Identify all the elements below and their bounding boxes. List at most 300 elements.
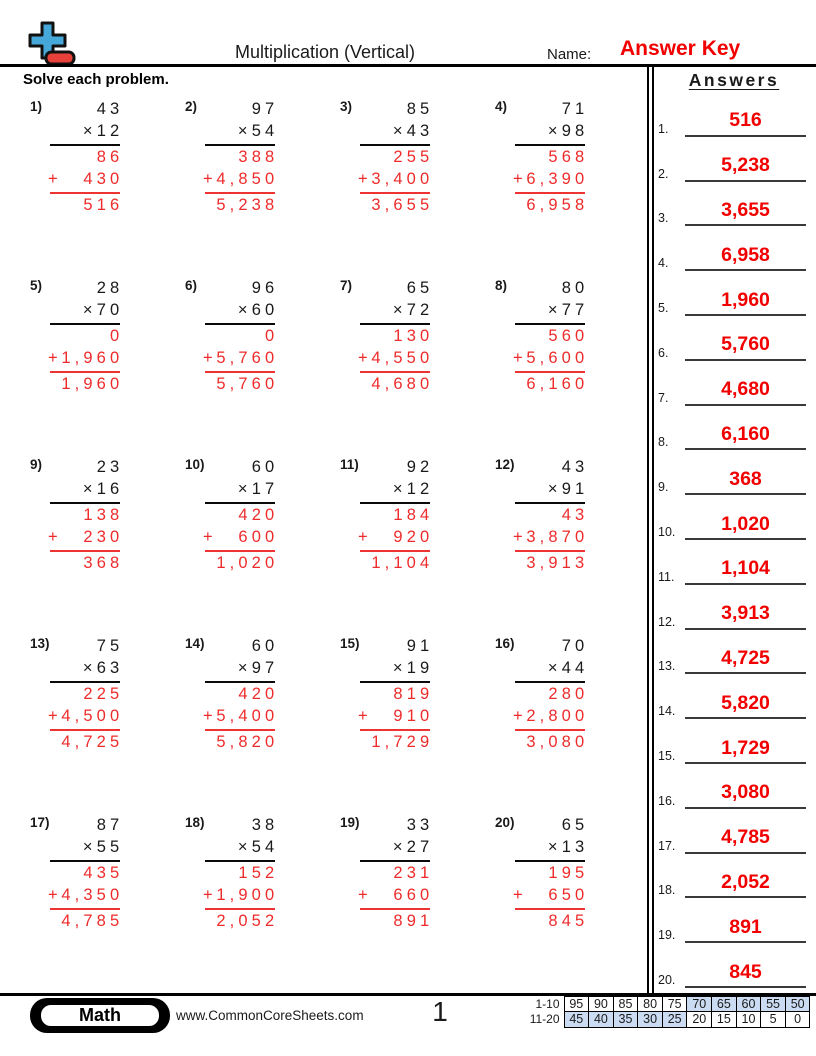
multiplicand-row	[205, 277, 279, 301]
header-rule	[0, 64, 816, 67]
answer-value: 1,729	[721, 736, 770, 759]
product-row	[205, 194, 279, 218]
score-cell: 55	[761, 997, 786, 1012]
multiplier-row	[50, 838, 124, 862]
problem-work-column	[203, 456, 279, 576]
answer-value: 4,785	[721, 826, 770, 849]
answer-blank-line	[685, 558, 806, 584]
multiplier: 12	[406, 480, 434, 498]
multiplier-row	[205, 480, 279, 504]
multiplier: 97	[251, 659, 279, 677]
times-icon: ×	[82, 659, 97, 677]
times-icon: ×	[547, 838, 562, 856]
partial-product-2-row	[513, 886, 589, 910]
product-value: 891	[393, 912, 434, 930]
answer-number: 15.	[658, 748, 676, 763]
multiplier-row	[515, 122, 589, 146]
problem-number: 6)	[185, 278, 198, 293]
product-value: 1,960	[61, 375, 124, 393]
partial-product-2: 1,900	[216, 886, 279, 904]
multiplicand-row	[50, 277, 124, 301]
multiplicand-row	[205, 456, 279, 480]
partial-product-2-row	[203, 707, 279, 731]
answers-list	[656, 92, 812, 988]
times-icon: ×	[82, 838, 97, 856]
multiplication-problem	[183, 454, 338, 633]
multiplicand: 43	[96, 100, 124, 118]
answer-blank-line	[685, 603, 806, 629]
plus-icon: +	[358, 170, 368, 188]
product-value: 5,820	[216, 733, 279, 751]
problem-work-column	[358, 814, 434, 934]
partial-product-2: 430	[83, 170, 124, 188]
multiplication-problem	[28, 275, 183, 454]
answer-blank-line	[685, 738, 806, 764]
multiplication-problem	[338, 275, 493, 454]
partial-product-2-row	[48, 886, 124, 910]
product-row	[205, 552, 279, 576]
multiplier: 43	[406, 122, 434, 140]
product-value: 6,958	[526, 196, 589, 214]
product-row	[515, 373, 589, 397]
website-url: www.CommonCoreSheets.com	[176, 1008, 364, 1023]
problem-number: 11)	[340, 457, 359, 472]
product-value: 516	[83, 196, 124, 214]
partial-product-2-row	[203, 170, 279, 194]
problem-work-column	[513, 98, 589, 218]
multiplicand-row	[360, 635, 434, 659]
multiplicand-row	[360, 277, 434, 301]
multiplicand: 96	[251, 279, 279, 297]
answer-number: 18.	[658, 883, 676, 898]
answer-blank-line	[685, 693, 806, 719]
multiplier-row	[515, 480, 589, 504]
score-cell: 60	[736, 997, 761, 1012]
problem-number: 19)	[340, 815, 360, 830]
product-row	[205, 910, 279, 934]
score-cell: 30	[638, 1012, 663, 1027]
partial-product-2-row	[48, 528, 124, 552]
answer-number: 20.	[658, 972, 676, 987]
plus-icon: +	[203, 528, 213, 546]
problem-work-column	[203, 635, 279, 755]
partial-product-2-row	[513, 170, 589, 194]
partial-product-1-row	[360, 325, 434, 349]
product-row	[515, 194, 589, 218]
problem-work-column	[358, 635, 434, 755]
answer-row	[656, 809, 812, 854]
multiplier: 60	[251, 301, 279, 319]
product-row	[50, 910, 124, 934]
multiplicand: 80	[561, 279, 589, 297]
times-icon: ×	[547, 301, 562, 319]
times-icon: ×	[82, 301, 97, 319]
answers-divider-rule	[647, 67, 654, 993]
answer-row	[656, 764, 812, 809]
partial-product-2-row	[358, 349, 434, 373]
partial-product-1: 560	[548, 327, 589, 345]
multiplier: 13	[561, 838, 589, 856]
partial-product-1: 255	[393, 148, 434, 166]
multiplier-row	[50, 480, 124, 504]
multiplier: 16	[96, 480, 124, 498]
partial-product-2: 650	[548, 886, 589, 904]
problem-work-column	[48, 277, 124, 397]
multiplicand-row	[515, 635, 589, 659]
times-icon: ×	[547, 659, 562, 677]
problem-number: 16)	[495, 636, 515, 651]
partial-product-1-row	[205, 325, 279, 349]
product-row	[360, 910, 434, 934]
partial-product-1: 0	[109, 327, 124, 345]
answer-number: 1.	[658, 121, 669, 136]
answer-number: 9.	[658, 480, 669, 495]
plus-icon: +	[358, 707, 368, 725]
partial-product-2: 2,800	[526, 707, 589, 725]
answer-value: 845	[729, 960, 762, 983]
multiplier: 19	[406, 659, 434, 677]
plus-icon: +	[203, 349, 213, 367]
answer-blank-line	[685, 245, 806, 271]
score-cell: 20	[687, 1012, 712, 1027]
partial-product-2: 600	[238, 528, 279, 546]
partial-product-1: 225	[83, 685, 124, 703]
partial-product-2: 660	[393, 886, 434, 904]
product-row	[360, 373, 434, 397]
page-title: Multiplication (Vertical)	[234, 42, 416, 62]
partial-product-2-row	[358, 707, 434, 731]
multiplier-row	[360, 838, 434, 862]
score-cell: 0	[785, 1012, 810, 1027]
multiplicand: 43	[561, 458, 589, 476]
answer-number: 14.	[658, 704, 676, 719]
answer-blank-line	[685, 334, 806, 360]
score-cell: 95	[564, 997, 589, 1012]
answer-row	[656, 674, 812, 719]
answer-row	[656, 495, 812, 540]
partial-product-2: 5,760	[216, 349, 279, 367]
multiplicand: 28	[96, 279, 124, 297]
partial-product-1: 86	[96, 148, 124, 166]
plus-icon: +	[48, 886, 58, 904]
answer-row	[656, 585, 812, 630]
product-value: 845	[548, 912, 589, 930]
score-cell: 40	[589, 1012, 614, 1027]
product-row	[515, 552, 589, 576]
partial-product-1: 435	[83, 864, 124, 882]
plus-icon: +	[48, 707, 58, 725]
plus-icon: +	[513, 170, 523, 188]
plus-icon: +	[203, 170, 213, 188]
times-icon: ×	[392, 480, 407, 498]
multiplier-row	[360, 659, 434, 683]
product-value: 1,104	[371, 554, 434, 572]
answer-number: 6.	[658, 345, 669, 360]
problem-number: 10)	[185, 457, 205, 472]
multiplier-row	[515, 838, 589, 862]
partial-product-1-row	[515, 683, 589, 707]
multiplier: 55	[96, 838, 124, 856]
product-row	[515, 731, 589, 755]
answer-row	[656, 540, 812, 585]
multiplication-problem	[28, 812, 183, 991]
problem-work-column	[203, 98, 279, 218]
multiplier: 72	[406, 301, 434, 319]
problem-work-column	[358, 98, 434, 218]
answer-blank-line	[685, 917, 806, 943]
times-icon: ×	[82, 122, 97, 140]
score-row	[528, 997, 810, 1012]
problem-work-column	[358, 277, 434, 397]
product-row	[205, 731, 279, 755]
answer-row	[656, 361, 812, 406]
multiplicand: 65	[561, 816, 589, 834]
answer-row	[656, 719, 812, 764]
answer-blank-line	[685, 290, 806, 316]
multiplier: 54	[251, 838, 279, 856]
page-number: 1	[432, 996, 448, 1027]
problem-number: 2)	[185, 99, 198, 114]
partial-product-1-row	[360, 683, 434, 707]
problem-number: 13)	[30, 636, 50, 651]
multiplier-row	[205, 122, 279, 146]
product-row	[205, 373, 279, 397]
product-row	[360, 552, 434, 576]
problem-number: 20)	[495, 815, 515, 830]
answer-row	[656, 182, 812, 227]
multiplicand: 85	[406, 100, 434, 118]
partial-product-1: 819	[393, 685, 434, 703]
answer-number: 4.	[658, 256, 669, 271]
answer-blank-line	[685, 155, 806, 181]
multiplicand-row	[50, 814, 124, 838]
multiplication-problem	[338, 96, 493, 275]
answer-value: 3,655	[721, 198, 770, 221]
multiplier: 91	[561, 480, 589, 498]
multiplicand-row	[205, 814, 279, 838]
score-cell: 65	[712, 997, 737, 1012]
answer-value: 4,680	[721, 378, 770, 401]
partial-product-2-row	[203, 528, 279, 552]
answer-number: 5.	[658, 300, 669, 315]
multiplier: 63	[96, 659, 124, 677]
partial-product-2-row	[513, 528, 589, 552]
multiplier-row	[50, 122, 124, 146]
multiplicand: 60	[251, 458, 279, 476]
partial-product-1: 43	[561, 506, 589, 524]
multiplication-problem	[493, 96, 648, 275]
multiplicand: 23	[96, 458, 124, 476]
multiplication-problem	[493, 633, 648, 812]
answer-value: 2,052	[721, 870, 770, 893]
multiplier-row	[205, 659, 279, 683]
multiplicand-row	[515, 456, 589, 480]
multiplier-row	[50, 659, 124, 683]
answer-value: 5,820	[721, 691, 770, 714]
name-value-answer-key: Answer Key	[620, 37, 741, 60]
answer-row	[656, 943, 812, 988]
problem-number: 5)	[30, 278, 43, 293]
multiplicand-row	[205, 98, 279, 122]
partial-product-1-row	[515, 862, 589, 886]
product-row	[50, 373, 124, 397]
problem-work-column	[48, 456, 124, 576]
times-icon: ×	[237, 122, 252, 140]
multiplicand: 87	[96, 816, 124, 834]
answer-row	[656, 316, 812, 361]
score-cell: 85	[613, 997, 638, 1012]
answer-number: 10.	[658, 524, 676, 539]
product-value: 3,655	[371, 196, 434, 214]
plus-icon: +	[513, 528, 523, 546]
multiplicand: 71	[561, 100, 589, 118]
plus-icon: +	[48, 528, 58, 546]
answer-value: 891	[729, 915, 762, 938]
partial-product-2-row	[203, 886, 279, 910]
multiplication-problem	[493, 812, 648, 991]
times-icon: ×	[392, 659, 407, 677]
partial-product-2-row	[48, 170, 124, 194]
answer-row	[656, 226, 812, 271]
answer-value: 6,958	[721, 243, 770, 266]
partial-product-2: 4,550	[371, 349, 434, 367]
answer-row	[656, 92, 812, 137]
score-cell: 50	[785, 997, 810, 1012]
partial-product-1-row	[50, 146, 124, 170]
score-range-label: 1-10	[535, 997, 560, 1012]
multiplicand-row	[360, 814, 434, 838]
partial-product-2: 4,500	[61, 707, 124, 725]
problem-work-column	[513, 277, 589, 397]
problems-grid	[28, 96, 648, 991]
product-row	[50, 552, 124, 576]
problem-work-column	[48, 814, 124, 934]
score-cell: 5	[761, 1012, 786, 1027]
multiplier-row	[205, 301, 279, 325]
problem-number: 4)	[495, 99, 508, 114]
multiplier: 77	[561, 301, 589, 319]
answer-value: 368	[729, 467, 762, 490]
multiplication-problem	[183, 96, 338, 275]
multiplier-row	[50, 301, 124, 325]
partial-product-1-row	[360, 146, 434, 170]
partial-product-1-row	[205, 683, 279, 707]
product-value: 5,238	[216, 196, 279, 214]
answer-value: 1,960	[721, 288, 770, 311]
multiplicand: 70	[561, 637, 589, 655]
partial-product-1: 152	[238, 864, 279, 882]
answer-blank-line	[685, 648, 806, 674]
multiplier: 12	[96, 122, 124, 140]
score-cell: 75	[662, 997, 687, 1012]
partial-product-2: 230	[83, 528, 124, 546]
partial-product-1-row	[360, 504, 434, 528]
problem-number: 15)	[340, 636, 360, 651]
math-badge	[30, 998, 170, 1033]
product-value: 3,913	[526, 554, 589, 572]
math-badge-label: Math	[39, 1003, 161, 1028]
answer-row	[656, 450, 812, 495]
multiplier: 54	[251, 122, 279, 140]
multiplier: 27	[406, 838, 434, 856]
multiplication-problem	[183, 812, 338, 991]
answer-value: 5,238	[721, 154, 770, 177]
problem-number: 3)	[340, 99, 353, 114]
multiplication-problem	[338, 633, 493, 812]
answer-number: 8.	[658, 435, 669, 450]
partial-product-1-row	[515, 146, 589, 170]
answer-number: 13.	[658, 659, 676, 674]
multiplier-row	[360, 480, 434, 504]
times-icon: ×	[237, 480, 252, 498]
multiplication-problem	[183, 633, 338, 812]
multiplier-row	[515, 301, 589, 325]
answer-blank-line	[685, 872, 806, 898]
instructions-text: Solve each problem.	[23, 71, 169, 88]
multiplication-problem	[28, 633, 183, 812]
answer-blank-line	[685, 110, 806, 136]
score-cell: 35	[613, 1012, 638, 1027]
partial-product-2: 4,350	[61, 886, 124, 904]
score-cell: 90	[589, 997, 614, 1012]
score-cell: 45	[564, 1012, 589, 1027]
multiplication-problem	[493, 275, 648, 454]
answer-blank-line	[685, 379, 806, 405]
partial-product-2: 1,960	[61, 349, 124, 367]
partial-product-1: 130	[393, 327, 434, 345]
partial-product-1: 280	[548, 685, 589, 703]
problem-work-column	[203, 277, 279, 397]
score-cell: 10	[736, 1012, 761, 1027]
score-cell: 25	[662, 1012, 687, 1027]
problem-number: 14)	[185, 636, 205, 651]
multiplicand-row	[360, 98, 434, 122]
times-icon: ×	[392, 838, 407, 856]
partial-product-2-row	[48, 707, 124, 731]
partial-product-2: 3,870	[526, 528, 589, 546]
plus-icon: +	[48, 349, 58, 367]
problem-number: 1)	[30, 99, 43, 114]
answer-blank-line	[685, 827, 806, 853]
multiplicand: 60	[251, 637, 279, 655]
partial-product-2-row	[513, 707, 589, 731]
product-value: 368	[83, 554, 124, 572]
partial-product-2: 5,600	[526, 349, 589, 367]
plus-icon: +	[203, 707, 213, 725]
multiplier-row	[515, 659, 589, 683]
score-cell: 15	[712, 1012, 737, 1027]
product-value: 3,080	[526, 733, 589, 751]
partial-product-1-row	[50, 862, 124, 886]
multiplier: 44	[561, 659, 589, 677]
answer-row	[656, 137, 812, 182]
partial-product-1: 388	[238, 148, 279, 166]
multiplicand: 75	[96, 637, 124, 655]
partial-product-2-row	[203, 349, 279, 373]
product-row	[50, 194, 124, 218]
problem-work-column	[48, 98, 124, 218]
score-table	[528, 996, 810, 1028]
multiplicand-row	[515, 814, 589, 838]
multiplier-row	[205, 838, 279, 862]
score-range-label: 11-20	[529, 1012, 560, 1027]
partial-product-1-row	[50, 325, 124, 349]
times-icon: ×	[82, 480, 97, 498]
product-row	[360, 194, 434, 218]
partial-product-1-row	[515, 504, 589, 528]
partial-product-1-row	[50, 504, 124, 528]
score-row	[528, 1012, 810, 1027]
